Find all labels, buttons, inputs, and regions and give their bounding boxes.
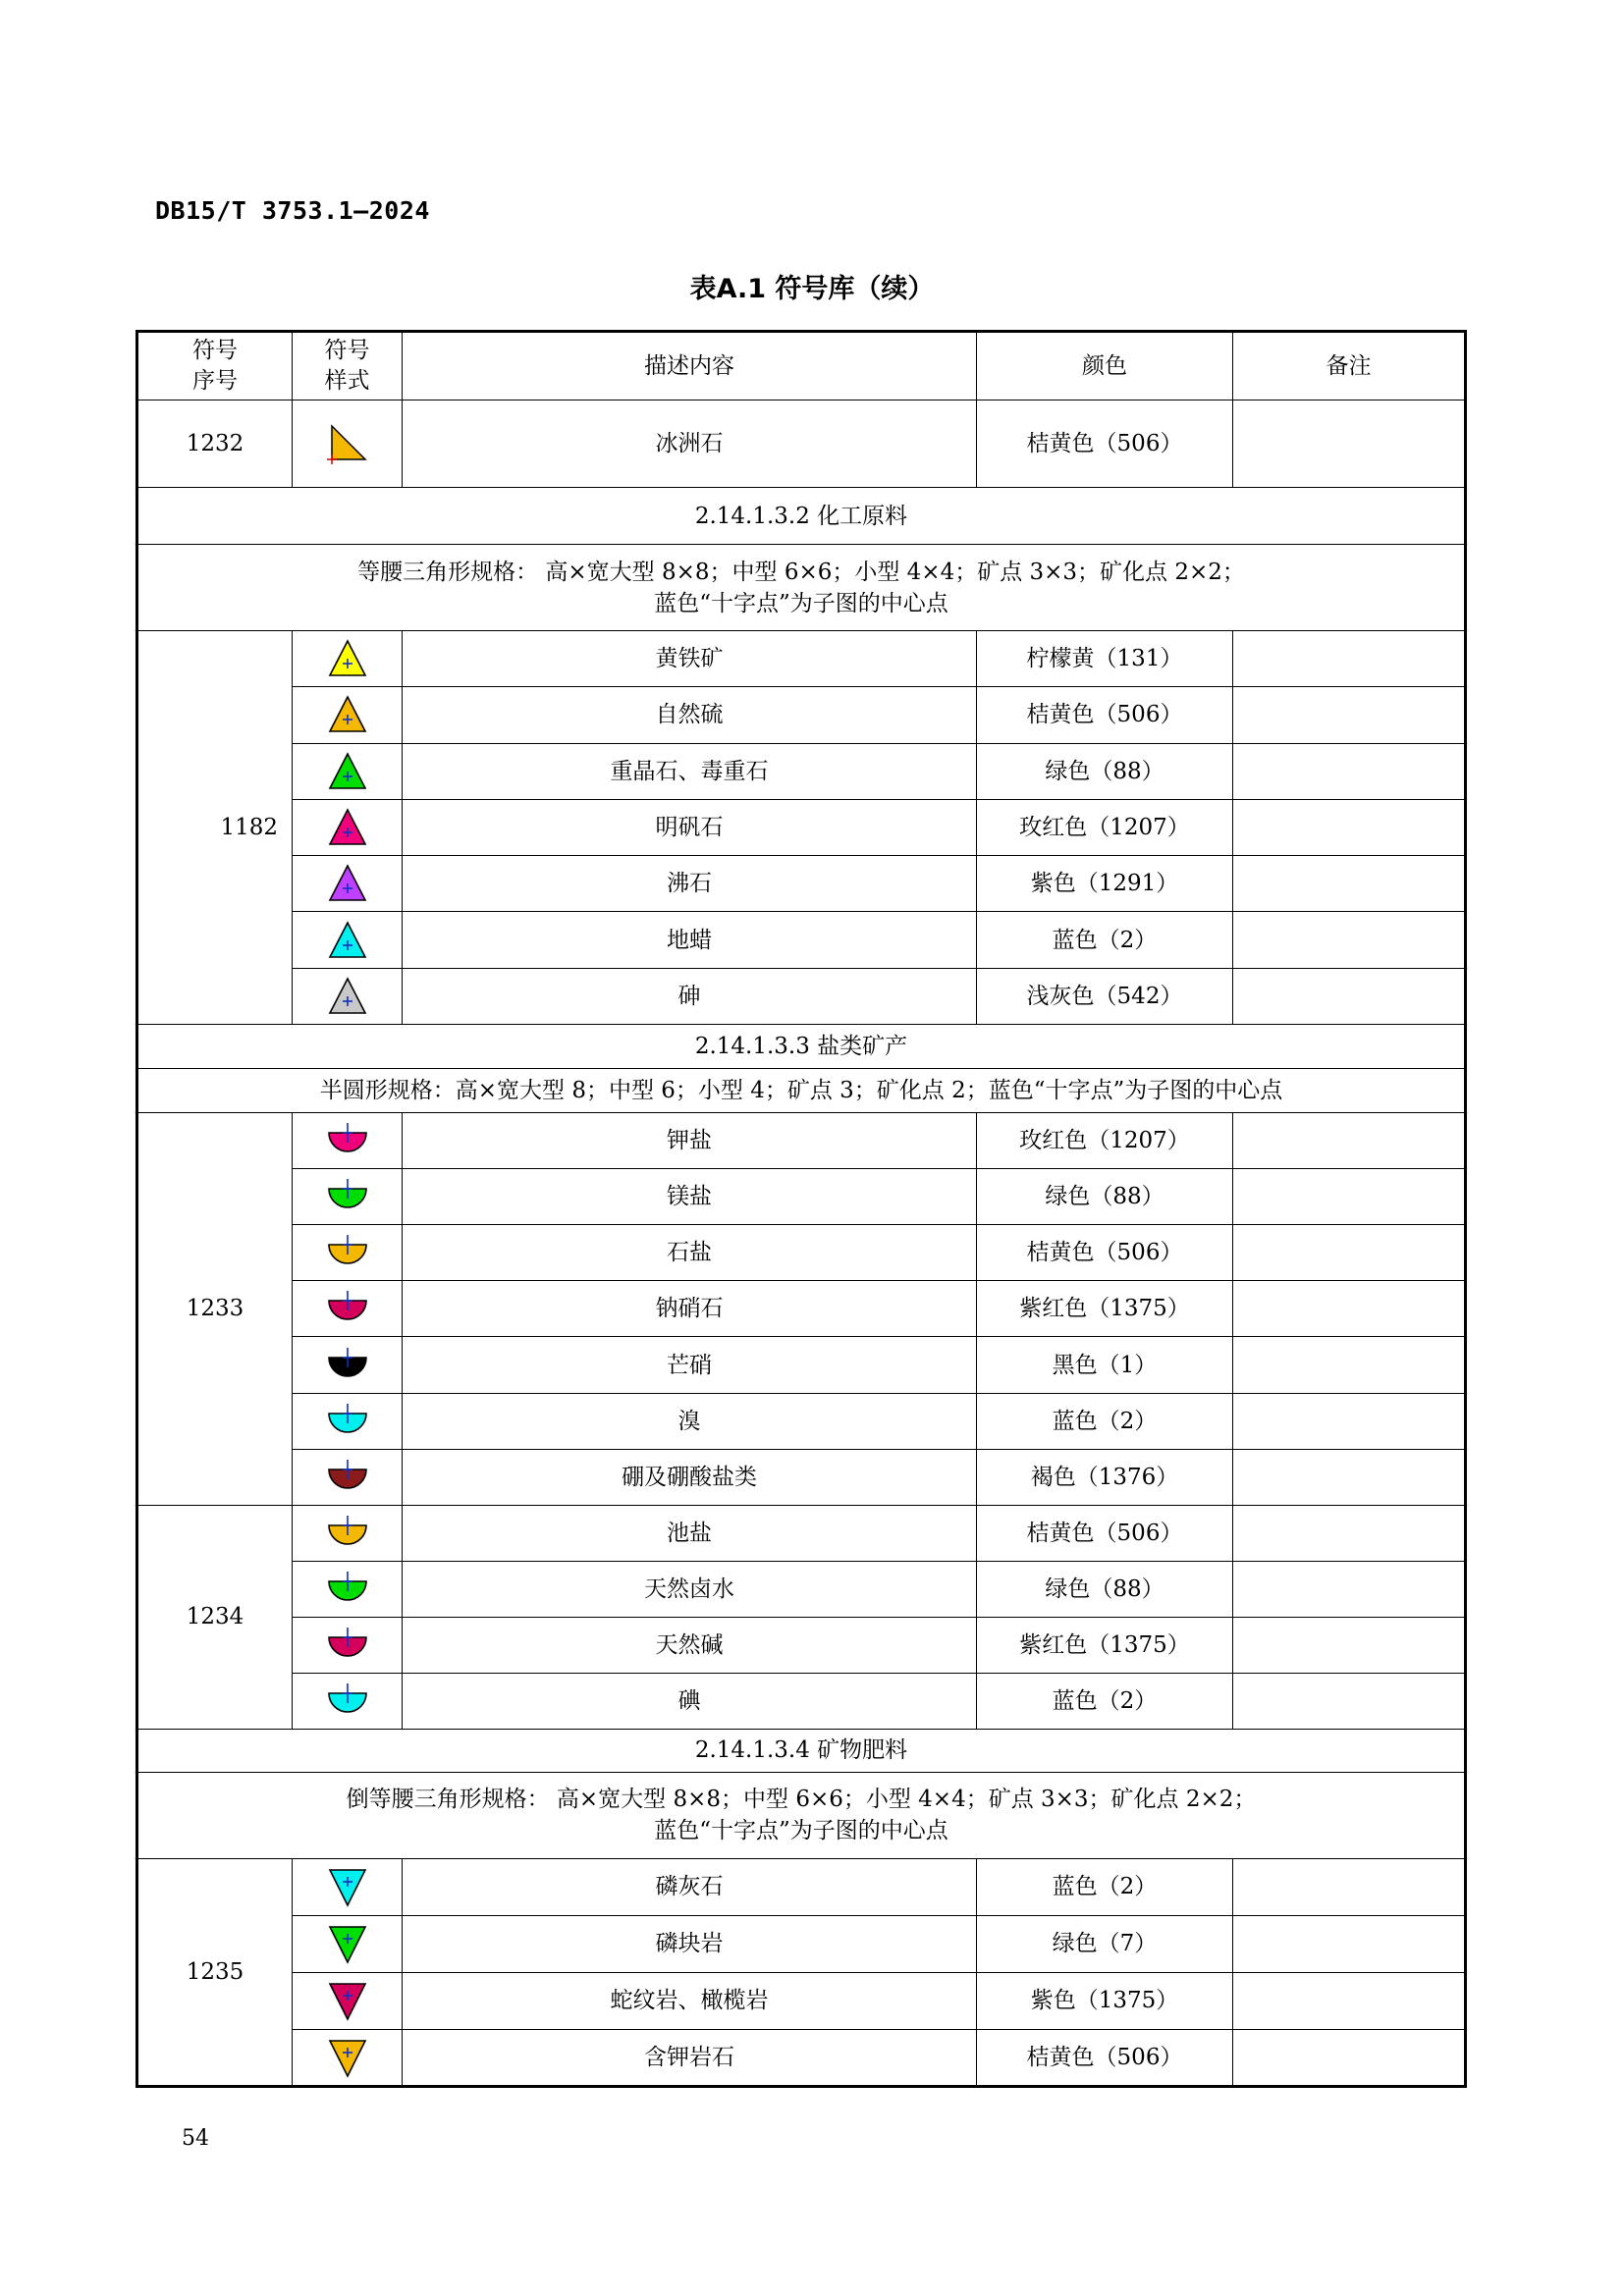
triangle-fill — [330, 2041, 365, 2076]
description: 重晶石、毒重石 — [403, 743, 977, 799]
note — [1233, 1673, 1466, 1729]
symbol-cell — [293, 912, 403, 968]
symbol-cell — [293, 1858, 403, 1915]
triangle-fill — [330, 1927, 365, 1962]
note — [1233, 1393, 1466, 1449]
inverted-triangle-symbol-icon — [326, 2036, 369, 2079]
spec-line-2: 蓝色“十字点”为子图的中心点 — [654, 590, 948, 616]
color-value: 桔黄色（506） — [977, 400, 1233, 488]
symbol-cell — [293, 1281, 403, 1337]
symbol-cell — [293, 1337, 403, 1393]
color-value: 桔黄色（506） — [977, 2029, 1233, 2086]
color-value: 桔黄色（506） — [977, 1505, 1233, 1561]
description: 蛇纹岩、橄榄岩 — [403, 1972, 977, 2029]
section-title-row — [137, 1025, 1466, 1069]
note — [1233, 1561, 1466, 1617]
table-row — [137, 856, 1466, 912]
triangle-symbol-icon — [326, 750, 369, 793]
note — [1233, 1169, 1466, 1225]
symbol-cell — [293, 400, 403, 488]
note — [1233, 799, 1466, 855]
header-note: 备注 — [1233, 332, 1466, 400]
description: 天然卤水 — [403, 1561, 977, 1617]
symbol-code: 1232 — [137, 400, 293, 488]
color-value: 绿色（88） — [977, 743, 1233, 799]
triangle-fill — [330, 1870, 365, 1905]
triangle-symbol-icon — [326, 637, 369, 680]
symbol-cell — [293, 687, 403, 743]
note — [1233, 1225, 1466, 1281]
triangle-symbol-icon — [326, 862, 369, 905]
symbol-cell — [293, 743, 403, 799]
color-value: 蓝色（2） — [977, 912, 1233, 968]
header-symbol-style: 符号 样式 — [293, 332, 403, 400]
note — [1233, 743, 1466, 799]
description: 磷块岩 — [403, 1915, 977, 1972]
semicircle-symbol-icon — [326, 1175, 369, 1218]
table-row — [137, 631, 1466, 687]
description: 碘 — [403, 1673, 977, 1729]
symbol-code: 1182 — [137, 631, 293, 1025]
symbol-cell — [293, 1561, 403, 1617]
symbol-cell — [293, 1505, 403, 1561]
spec-line-1: 等腰三角形规格： 高×宽大型 8×8；中型 6×6；小型 4×4；矿点 3×3；矿化点 2×2； — [357, 559, 1245, 585]
document-id: DB15/T 3753.1—2024 — [155, 196, 430, 225]
color-value: 玫红色（1207） — [977, 1113, 1233, 1169]
symbol-code: 1235 — [137, 1858, 293, 2086]
description: 池盐 — [403, 1505, 977, 1561]
description: 钾盐 — [403, 1113, 977, 1169]
description: 芒硝 — [403, 1337, 977, 1393]
note — [1233, 1281, 1466, 1337]
description: 沸石 — [403, 856, 977, 912]
triangle-fill — [330, 697, 365, 731]
description: 钠硝石 — [403, 1281, 977, 1337]
triangle-fill — [330, 641, 365, 675]
description: 自然硫 — [403, 687, 977, 743]
note — [1233, 1505, 1466, 1561]
symbol-cell — [293, 1673, 403, 1729]
table-row — [137, 1337, 1466, 1393]
note — [1233, 400, 1466, 488]
symbol-cell — [293, 856, 403, 912]
note — [1233, 2029, 1466, 2086]
symbol-cell — [293, 1617, 403, 1673]
description: 黄铁矿 — [403, 631, 977, 687]
triangle-fill — [330, 754, 365, 788]
table-row — [137, 1449, 1466, 1505]
note — [1233, 856, 1466, 912]
section-title: 2.14.1.3.2 化工原料 — [137, 488, 1466, 545]
color-value: 紫色（1375） — [977, 1972, 1233, 2029]
table-row — [137, 687, 1466, 743]
semicircle-symbol-icon — [326, 1512, 369, 1555]
triangle-symbol-icon — [326, 693, 369, 736]
symbol-cell — [293, 2029, 403, 2086]
table-row — [137, 968, 1466, 1024]
description: 冰洲石 — [403, 400, 977, 488]
color-value: 桔黄色（506） — [977, 687, 1233, 743]
color-value: 绿色（88） — [977, 1561, 1233, 1617]
color-value: 柠檬黄（131） — [977, 631, 1233, 687]
semicircle-symbol-icon — [326, 1400, 369, 1443]
note — [1233, 1337, 1466, 1393]
table-row — [137, 1281, 1466, 1337]
symbol-cell — [293, 1169, 403, 1225]
symbol-cell — [293, 799, 403, 855]
symbol-code: 1233 — [137, 1113, 293, 1506]
semicircle-symbol-icon — [326, 1568, 369, 1611]
semicircle-symbol-icon — [326, 1231, 369, 1274]
color-value: 蓝色（2） — [977, 1858, 1233, 1915]
symbol-cell — [293, 631, 403, 687]
description: 地蜡 — [403, 912, 977, 968]
color-value: 绿色（7） — [977, 1915, 1233, 1972]
triangle-fill — [330, 979, 365, 1013]
color-value: 玫红色（1207） — [977, 799, 1233, 855]
description: 磷灰石 — [403, 1858, 977, 1915]
table-row — [137, 1673, 1466, 1729]
spec-text — [137, 545, 1466, 631]
table-row — [137, 799, 1466, 855]
section-title: 2.14.1.3.4 矿物肥料 — [137, 1729, 1466, 1772]
table-row — [137, 1915, 1466, 1972]
triangle-symbol-icon — [326, 919, 369, 962]
semicircle-symbol-icon — [326, 1456, 369, 1499]
semicircle-symbol-icon — [326, 1680, 369, 1723]
spec-row — [137, 545, 1466, 631]
triangle-fill — [330, 866, 365, 900]
description: 镁盐 — [403, 1169, 977, 1225]
table-row — [137, 1113, 1466, 1169]
color-value: 绿色（88） — [977, 1169, 1233, 1225]
header-description: 描述内容 — [403, 332, 977, 400]
triangle-symbol-icon — [326, 975, 369, 1018]
spec-row — [137, 1069, 1466, 1113]
description: 天然碱 — [403, 1617, 977, 1673]
symbol-code: 1234 — [137, 1505, 293, 1729]
color-value: 桔黄色（506） — [977, 1225, 1233, 1281]
note — [1233, 1449, 1466, 1505]
symbol-cell — [293, 1449, 403, 1505]
description: 硼及硼酸盐类 — [403, 1449, 977, 1505]
note — [1233, 1915, 1466, 1972]
color-value: 紫色（1291） — [977, 856, 1233, 912]
inverted-triangle-symbol-icon — [326, 1922, 369, 1965]
table-row — [137, 2029, 1466, 2086]
symbol-cell — [293, 1915, 403, 1972]
color-value: 蓝色（2） — [977, 1673, 1233, 1729]
spec-text — [137, 1772, 1466, 1858]
spec-line-1: 倒等腰三角形规格： 高×宽大型 8×8；中型 6×6；小型 4×4；矿点 3×3；矿化点 2×2； — [346, 1787, 1257, 1813]
symbol-cell — [293, 968, 403, 1024]
color-value: 紫红色（1375） — [977, 1281, 1233, 1337]
color-value: 褐色（1376） — [977, 1449, 1233, 1505]
spec-text: 半圆形规格：高×宽大型 8；中型 6；小型 4；矿点 3；矿化点 2；蓝色“十字点”为子图的中心点 — [137, 1069, 1466, 1113]
symbol-cell — [293, 1972, 403, 2029]
semicircle-symbol-icon — [326, 1624, 369, 1667]
table-header-row — [137, 332, 1466, 400]
note — [1233, 687, 1466, 743]
section-title-row — [137, 488, 1466, 545]
triangle-fill — [330, 810, 365, 844]
color-value: 黑色（1） — [977, 1337, 1233, 1393]
table-row — [137, 1617, 1466, 1673]
triangle-fill — [330, 1984, 365, 2019]
symbol-cell — [293, 1113, 403, 1169]
section-title-row — [137, 1729, 1466, 1772]
inverted-triangle-symbol-icon — [326, 1979, 369, 2022]
triangle-fill — [332, 426, 365, 459]
note — [1233, 631, 1466, 687]
note — [1233, 1617, 1466, 1673]
note — [1233, 1113, 1466, 1169]
table-row — [137, 1858, 1466, 1915]
note — [1233, 968, 1466, 1024]
table-row — [137, 1505, 1466, 1561]
color-value: 蓝色（2） — [977, 1393, 1233, 1449]
triangle-symbol-icon — [326, 806, 369, 849]
table-row — [137, 1225, 1466, 1281]
semicircle-symbol-icon — [326, 1344, 369, 1387]
note — [1233, 1858, 1466, 1915]
description: 石盐 — [403, 1225, 977, 1281]
inverted-triangle-symbol-icon — [326, 1865, 369, 1908]
page-number: 54 — [182, 2126, 209, 2151]
description: 明矾石 — [403, 799, 977, 855]
section-title: 2.14.1.3.3 盐类矿产 — [137, 1025, 1466, 1069]
table-row — [137, 743, 1466, 799]
symbol-library-table — [135, 330, 1467, 2088]
description: 砷 — [403, 968, 977, 1024]
table-row — [137, 1561, 1466, 1617]
semicircle-symbol-icon — [326, 1119, 369, 1162]
note — [1233, 1972, 1466, 2029]
header-color: 颜色 — [977, 332, 1233, 400]
table-title: 表A.1 符号库（续） — [689, 274, 935, 304]
description: 溴 — [403, 1393, 977, 1449]
right-triangle-symbol-icon — [326, 422, 369, 465]
description: 含钾岩石 — [403, 2029, 977, 2086]
table-row — [137, 400, 1466, 488]
table-row — [137, 1169, 1466, 1225]
symbol-cell — [293, 1225, 403, 1281]
table-row — [137, 912, 1466, 968]
semicircle-symbol-icon — [326, 1287, 369, 1330]
triangle-fill — [330, 923, 365, 957]
color-value: 浅灰色（542） — [977, 968, 1233, 1024]
note — [1233, 912, 1466, 968]
table-row — [137, 1393, 1466, 1449]
table-row — [137, 1972, 1466, 2029]
color-value: 紫红色（1375） — [977, 1617, 1233, 1673]
symbol-cell — [293, 1393, 403, 1449]
header-symbol-code: 符号 序号 — [137, 332, 293, 400]
spec-line-2: 蓝色“十字点”为子图的中心点 — [654, 1818, 948, 1844]
spec-row — [137, 1772, 1466, 1858]
